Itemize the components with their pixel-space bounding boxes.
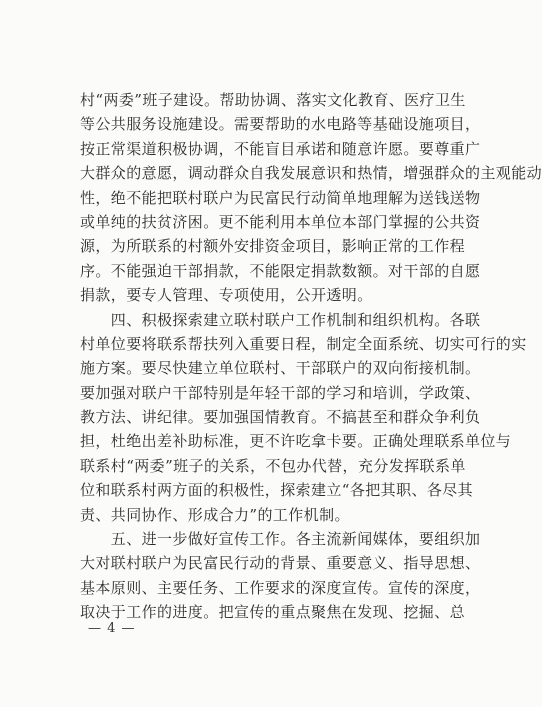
text-line: 担，杜绝出差补助标准，更不许吃拿卡要。正确处理联系单位与 [80,432,512,451]
text-line: 位和联系村两方面的积极性，探索建立“各把其职、各尽其 [80,481,474,500]
text-line: 要加强对联户干部特别是年轻干部的学习和培训，学政策、 [80,383,481,402]
text-line: 取决于工作的进度。把宣传的重点聚焦在发现、挖掘、总 [80,603,466,622]
text-line: 源，为所联系的村额外安排资金项目，影响正常的工作程 [80,237,466,256]
text-line: 村单位要将联系帮扶列入重要日程，制定全面系统、切实可行的实 [80,334,527,353]
section-heading-four: 四、积极探索建立联村联户工作机制和组织机构。各联 [80,310,481,329]
text-line: 教方法、讲纪律。要加强国情教育。不搞甚至和群众争利负 [80,408,481,427]
text-line: 捐款，要专人管理、专项使用，公开透明。 [80,286,373,305]
text-line: 序。不能强迫干部捐款，不能限定捐款数额。对干部的自愿 [80,261,481,280]
text-line: 性，绝不能把联村联户为民富民行动简单地理解为送钱送物 [80,188,481,207]
body-text [80,88,542,625]
page-number: — 4 — [88,621,136,636]
text-line: 施方案。要尽快建立单位联村、干部联户的双向衔接机制。 [80,359,481,378]
text-line: 联系村“两委”班子的关系，不包办代替，充分发挥联系单 [80,456,466,475]
text-line: 责、共同协作、形成合力”的工作机制。 [80,505,350,524]
text-line: 大对联村联户为民富民行动的背景、重要意义、指导思想、 [80,554,481,573]
text-line: 或单纯的扶贫济困。更不能利用本单位本部门掌握的公共资 [80,212,481,231]
text-line: 村“两委”班子建设。帮助协调、落实文化教育、医疗卫生 [80,91,466,109]
text-line: 基本原则、主要任务、工作要求的深度宣传。宣传的深度， [80,578,481,597]
text-line: 等公共服务设施建设。需要帮助的水电路等基础设施项目， [80,115,481,134]
text-line: 按正常渠道积极协调，不能盲目承诺和随意许愿。要尊重广 [80,139,481,158]
section-heading-five: 五、进一步做好宣传工作。各主流新闻媒体，要组织加 [80,530,481,549]
text-line: 大群众的意愿，调动群众自我发展意识和热情，增强群众的主观能动 [80,164,542,183]
